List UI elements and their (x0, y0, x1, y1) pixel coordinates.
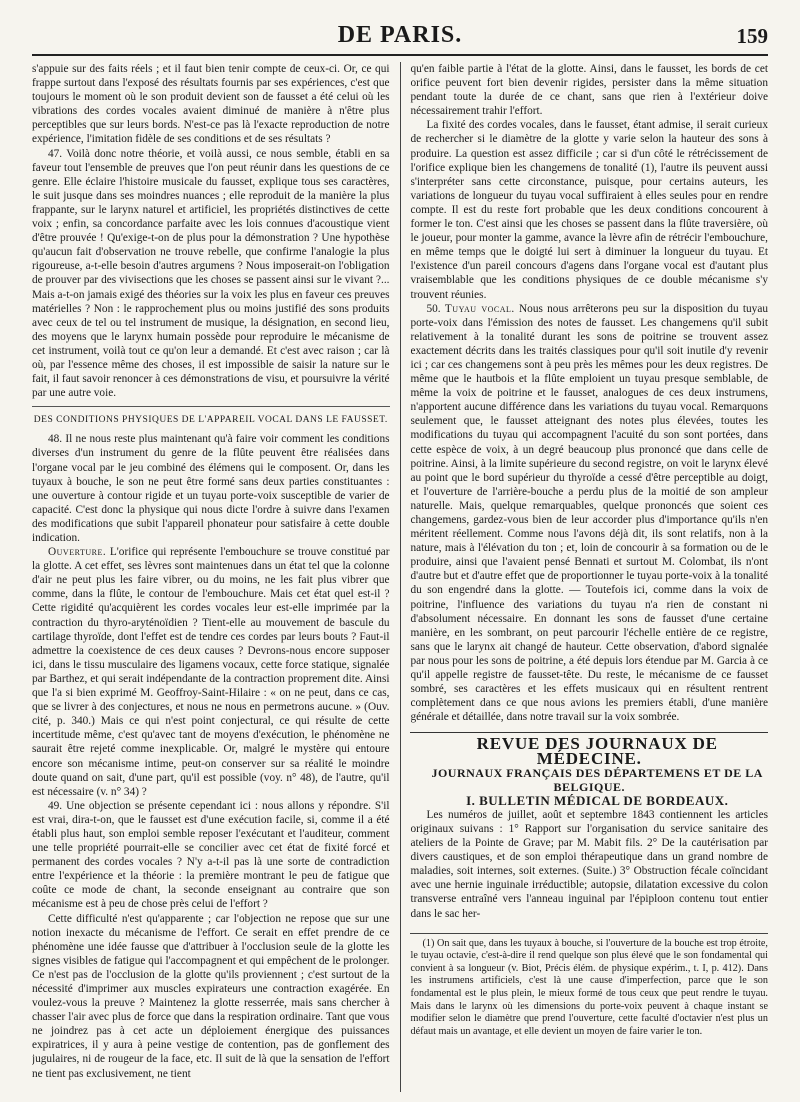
paragraph-48: 48. Il ne nous reste plus maintenant qu'à faire voir comment les conditions diverses d'un instrument du genre de la flûte peuvent être réalisées dans l'organe vocal par le jeu combiné des élémens qui le composent. Or, dans les tuyaux à bouche, le son ne peut être formé sans deux parties constituantes : une ouverture à contour rigide et un tuyau porte-voix susceptible de varier de capacité. C'est donc la physique qui nous dicte l'ordre à suivre dans l'examen des modifications que subit l'appareil phonateur pour satisfaire à cette double indication. (32, 433, 390, 544)
review-heading: I. BULLETIN MÉDICAL DE BORDEAUX. (466, 792, 729, 808)
column-divider (400, 62, 401, 1092)
paragraph-49: 49. Une objection se présente cependant ici : nous allons y répondre. S'il est vrai, dira-t-on, que le fausset est d'une exécution facile, si, comme il a été établi plus haut, son emploi semble reposer l'exécutant et l'auditeur, comment une telle propriété pourrait-elle se concilier avec cet état de fixité forcé et permanent des cordes vocales ? N'y a-t-il pas là une sorte de contradiction entre l'expérience et la théorie : la première montrant le peu de fatigue que coûte ce mode de chant, la seconde enseignant au contraire que son mécanisme est à peu de chose près celui de l'effort ? (32, 799, 390, 911)
paragraph: La fixité des cordes vocales, dans le fausset, étant admise, il serait curieux de rechercher si le diamètre de la glotte y varie selon la hauteur des sons à produire. La question est assez difficile ; car si d'un côté le rétrécissement de l'orifice explique bien les changemens de tonalité (1), l'autre ils peuvent aussi s'interpréter sans cette circonstance, puisque, pour certains auteurs, les variations de longueur du tuyau vocal suffiraient à elles seules pour en rendre compte. Il est du reste fort probable que les deux conditions concourent à former le ton. C'est ainsi que les choses se passent dans la flûte traversière, où le joueur, pour monter la gamme, avance la lèvre afin de rétrécir l'embouchure, en même temps que le doigté lui sert à diminuer la longueur du tuyau. Et l'existence d'un pareil concours d'agens dans l'organe vocal est d'autant plus vraisemblable que les conditions physiques de ce double mécanisme s'y trouvent réunies. (410, 119, 768, 301)
review-title: REVUE DES JOURNAUX DE MÉDECINE. (476, 734, 718, 768)
right-column (410, 62, 768, 1092)
page-number: 159 (736, 24, 768, 48)
section-title: DES CONDITIONS PHYSIQUES DE L'APPAREIL VOCAL DANS LE FAUSSET. (32, 406, 390, 427)
paragraph: Les numéros de juillet, août et septembre 1843 contiennent les articles originaux suivans : 1° Rapport sur l'organisation du service sanitaire des ateliers de la Pointe de Grave; par M. Mabit fils. 2° De la cautérisation par divers caustiques, et de son emploi thérapeutique dans un grand nombre de maladies, soit internes, soit externes. (Suite.) 3° Obstruction fécale coïncidant avec une hernie inguinale irréductible; autopsie, dilatation excessive du colon transverse entraîné vers l'anneau inguinal par l'épiploon contenu tout entier dans le sac her- (410, 808, 768, 920)
paragraph-47: 47. Voilà donc notre théorie, et voilà aussi, ce nous semble, établi en sa faveur tout l'ensemble de preuves que l'on peut réunir dans les questions de ce genre. Elle éclaire l'histoire musicale du fausset, explique tous ses caractères, le suit jusque dans ses moindres nuances ; elle reproduit de la manière la plus frappante, sur le larynx naturel et artificiel, les propriétés distinctives de cette voix ; enfin, sa concordance parfaite avec les lois connues d'acoustique vient d'être prouvée ! Qu'exige-t-on de plus pour la démonstration ? Une hypothèse qu'aucun fait d'observation ne trouve rebelle, que confirme l'analogie la plus rigoureuse, a-t-elle besoin d'autres argumens ? Nous imposerait-on l'obligation de prouver par des vivisections que les choses se passent ainsi sur le vivant ?... Mais a-t-on jamais exigé des théories sur la voix les plus en faveur ces preuves matérielles ? Non : le rapprochement plus ou moins justifié des sons produits avec ceux de tel ou tel instrument de musique, la désignation, en second lieu, des moyens que le larynx humain possède pour reproduire le mécanisme de cet instrument, voilà tout ce qu'on leur a demandé. Et c'est avec raison ; car là où, par l'essence même des choses, il est impossible de saisir la nature sur le fait, il faut savoir renoncer à ces démonstrations de visu, et poursuivre la vérité par une autre voie. (32, 147, 390, 400)
paragraph-ouverture (32, 545, 390, 799)
running-title: DE PARIS. (337, 22, 463, 48)
paragraph: s'appuie sur des faits réels ; et il faut bien tenir compte de ceux-ci. Or, ce qui frappe surtout dans l'exposé des résultats fournis par ses expériences, c'est que toujours le moment où le son produit devient son de fausset a été celui où les vibrations des cordes vocales avaient diminué de manière à n'être plus perceptibles que sur leurs bords. N'est-ce pas là l'exacte reproduction de notre expérience, l'imitation fidèle de ses conditions et de ses résultats ? (32, 63, 390, 146)
review-subtitle: JOURNAUX FRANÇAIS DES DÉPARTEMENS ET DE LA BELGIQUE. (431, 765, 763, 794)
ouverture-lead: Ouverture. (48, 546, 107, 559)
paragraph-50 (410, 302, 768, 725)
tuyau-vocal-lead: Tuyau vocal. (444, 302, 515, 315)
paragraph-number: 50. (426, 302, 441, 315)
paragraph: qu'en faible partie à l'état de la glotte. Ainsi, dans le fausset, les bords de cet orifice peuvent fort bien devenir rigides, persister dans la même situation pendant toute la durée de ce chant, sans que rien à l'extérieur doive nécessairement trahir l'effort. (410, 63, 768, 118)
paragraph: Cette difficulté n'est qu'apparente ; car l'objection ne repose que sur une notion inexacte du mécanisme de l'effort. Ce serait en effet prendre de ce phénomène une idée fausse que d'attribuer à l'occlusion seule de la glotte les signes visibles de fatigue qui l'accompagnent et qui empêchent de le prolonger. Ce n'est pas de l'occlusion de la glotte qu'ils proviennent ; c'est surtout de la nécessité d'imprimer aux muscles expirateurs une contraction exagérée. En voulez-vous la preuve ? Maintenez la glotte resserrée, mais sans chercher à chasser l'air avec plus de force que dans la respiration ordinaire. Tant que vous ne joindrez pas à cet acte un déploiement énergique des puissances expiratrices, il y aura à peine vestige de contention, pas de gonflement des jugulaires, ni de rougeur de la face, etc. Il suit de là que la sensation de l'effort ne tient pas exclusivement, ne tient (32, 912, 390, 1080)
page-header (32, 14, 768, 56)
tuyau-vocal-text: Nous nous arrêterons peu sur la disposition du tuyau porte-voix dans l'émission des notes de fausset. Les changemens qu'il subit relativement à la tonalité durant les sons de poitrine se trouvent assez exactement décrits dans les traités classiques pour qu'il soit inutile d'y revenir ici ; car ces changemens sont à peu près les mêmes pour les deux registres. De même que le hautbois et la flûte emploient un tuyau presque semblable, de même la voix de poitrine et le fausset, analogues de ces deux instrumens, n'apportent aucune différence dans les variations du tuyau vocal. Remarquons seulement que, le fausset atteignant des notes plus élevées, toutes les modifications du tuyau qui accompagnent l'acuité du son sont portées, dans cette espèce de voix, à un degré beaucoup plus prononcé que dans celle de poitrine. Ainsi, à la limite supérieure du second registre, on voit le larynx élevé au point que le bord supérieur du thyroïde a cessé d'être perceptible au doigt, et l'ouverture de l'arrière-bouche a perdu plus de la moitié de son ampleur naturelle. Mais, quelque remarquables, quelque prononcés que soient ces changemens, gardez-vous bien de leur accorder plus d'importance qu'ils n'en méritent réellement. Comme nous l'avons déjà dit, ils sont relatifs, non à la nature, mais à l'élévation du ton ; et, loin de concourir à sa formation ou de le produire, ainsi que l'avaient pensé Bennati et surtout M. Colombat, ils n'ont d'autre but et d'autre effet que de proportionner le tuyau porte-voix à la tonalité du son engendré dans la glotte. — Toutefois ici, comme dans la voix de poitrine, l'influence des variations du tuyau n'a rien de constant ni d'absolument nécessaire. En donnant les sons de fausset d'une certaine manière, en les sombrant, on peut parcourir l'échelle entière de ce registre, sans que le larynx ait changé de hauteur. Cette observation, d'abord signalée par nous pour les sons de poitrine, a été depuis lors étendue par M. Garcia à ce qu'il appelle registre de fausset-tête. Du reste, le mécanisme de ce fausset sombré, ses caractères et les effets musicaux qui en résultent rentrent complètement dans ce que nous avions les premiers établi, d'une manière générale et détaillée, dans notre travail sur la voix sombrée. (410, 302, 768, 724)
footnote (410, 933, 768, 1039)
left-column (32, 62, 390, 1092)
text-columns (32, 62, 768, 1092)
review-section (410, 732, 768, 920)
ouverture-text: L'orifice qui représente l'embouchure se trouve constitué par la glotte. A cet effet, ses lèvres sont maintenues dans un état tel que la colonne d'air ne peut plus les faire vibrer, ou du moins, ne les fait plus vibrer que comme, dans la flûte, le contour de l'embouchure. Mais cet état quel est-il ? Cette rigidité qu'acquièrent les cordes vocales leur est-elle imprimée par la contraction du thyro-aryténoïdien ? Tient-elle au mouvement de bascule du cartilage thyroïde, dont l'effet est de tendre ces cordes par leurs bouts ? Faut-il admettre la coexistence de ces deux causes ? Devrons-nous encore supposer ici, dans le tissu musculaire des ligamens vocaux, cette force statique, signalée par Barthez, et qui serait indépendante de la contraction proprement dite. Ainsi que l'a si bien exprimé M. Geoffroy-Saint-Hilaire : « on ne peut, dans ce cas, que se livrer à des conjectures, et nous ne nous en permetrons aucune. » (Ouv. cité, p. 340.) Mais ce qui n'est point conjectural, ce qui résulte de cette incertitude même, c'est qu'avec tant de moyens d'exécution, le phénomène ne saurait être rejeté comme inexplicable. Or, malgré le mystère qui entoure encore son mécanisme intime, peut-on conserver sur sa réalité le moindre doute quand on sait, d'une part, qu'il est possible (voy. n° 48), de l'autre, qu'il est nécessaire (v. n° 34) ? (32, 546, 390, 798)
footnote-text: (1) On sait que, dans les tuyaux à bouche, si l'ouverture de la bouche est trop étroite, le tuyau octavie, c'est-à-dire il rend quelque son plus élevé que le son fondamental qui convient à sa longueur (v. Biot, Précis élém. de physique expérim., t. I, p. 412). Dans les instrumens artificiels, c'est là une cause d'imperfection, parce que le son fondamental est le plus plein, le mieux formé de tous ceux que peut rendre le tuyau. Mais dans le larynx où les dimensions du porte-voix peuvent à chaque instant se modifier selon le diamètre que prend l'ouverture, cette faculté d'octavier n'est plus un défaut mais un avantage, et elle devient un moyen de faire varier le ton. (410, 937, 768, 1037)
